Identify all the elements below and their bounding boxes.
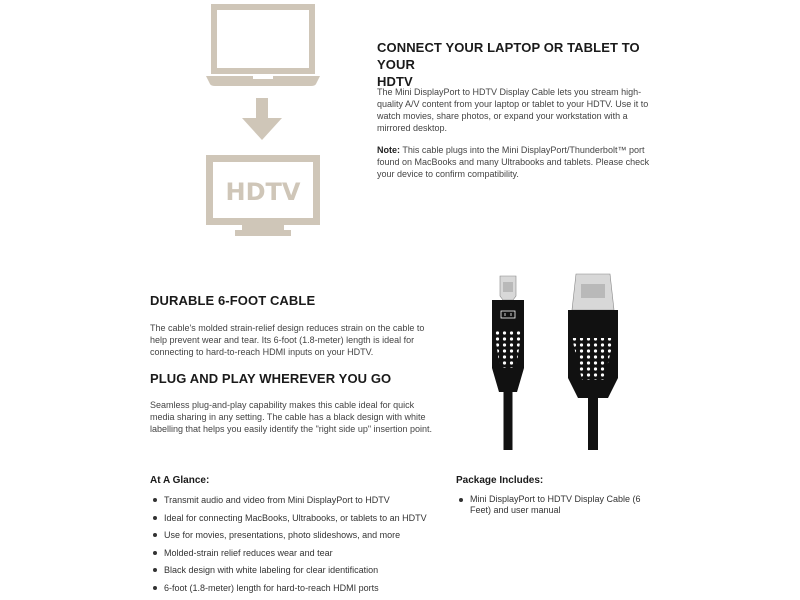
- list-item: 6-foot (1.8-meter) length for hard-to-reach HDMI ports: [150, 582, 450, 600]
- cable-product-image: [480, 270, 630, 450]
- plug-body: Seamless plug-and-play capability makes this cable ideal for quick media sharing in any setting. The cable has a black design with white labelling that helps you easily identify the "right side up" insertion point.: [150, 400, 433, 434]
- connect-body: The Mini DisplayPort to HDTV Display Cable lets you stream high-quality A/V content from your laptop or tablet to your HDTV. Use it to watch movies, share photos, or expand your workstation with a mirrored desktop.: [377, 87, 649, 133]
- connect-title: [377, 39, 677, 90]
- note-text: This cable plugs into the Mini DisplayPort/Thunderbolt™ port found on MacBooks and many Ultrabooks and tablets. Please check your device to confirm compatibility.: [377, 145, 650, 179]
- list-item: Mini DisplayPort to HDTV Display Cable (6 Feet) and user manual: [456, 494, 656, 516]
- durable-title: DURABLE 6-FOOT CABLE: [150, 293, 316, 308]
- glance-list: [150, 494, 450, 599]
- connect-title-line1: CONNECT YOUR LAPTOP OR TABLET TO YOUR: [377, 40, 640, 72]
- note-label: Note:: [377, 145, 400, 155]
- durable-body: The cable's molded strain-relief design reduces strain on the cable to help prevent wear and tear. Its 6-foot (1.8-meter) length is ideal for connecting to hard-to-reach HDMI inputs on your HDTV.: [150, 323, 425, 357]
- list-item: Transmit audio and video from Mini DisplayPort to HDTV: [150, 494, 450, 512]
- hdtv-icon: [206, 155, 320, 236]
- hdmi-connector-icon: [568, 274, 618, 398]
- mini-displayport-connector-icon: [492, 276, 524, 392]
- package-list: [456, 494, 656, 516]
- list-item: Molded-strain relief reduces wear and tear: [150, 547, 450, 565]
- list-item: Ideal for connecting MacBooks, Ultrabooks, or tablets to an HDTV: [150, 512, 450, 530]
- connection-illustration: [205, 0, 325, 240]
- connect-note: [377, 144, 662, 180]
- package-title: Package Includes:: [456, 475, 544, 486]
- plug-title: PLUG AND PLAY WHEREVER YOU GO: [150, 371, 392, 386]
- glance-title: At A Glance:: [150, 475, 210, 486]
- hdtv-label: HDTV: [225, 178, 301, 206]
- connect-title-line2: HDTV: [377, 74, 413, 89]
- list-item: Use for movies, presentations, photo slideshows, and more: [150, 529, 450, 547]
- list-item: Black design with white labeling for clear identification: [150, 564, 450, 582]
- down-arrow-icon: [242, 98, 282, 140]
- laptop-icon: [206, 4, 320, 86]
